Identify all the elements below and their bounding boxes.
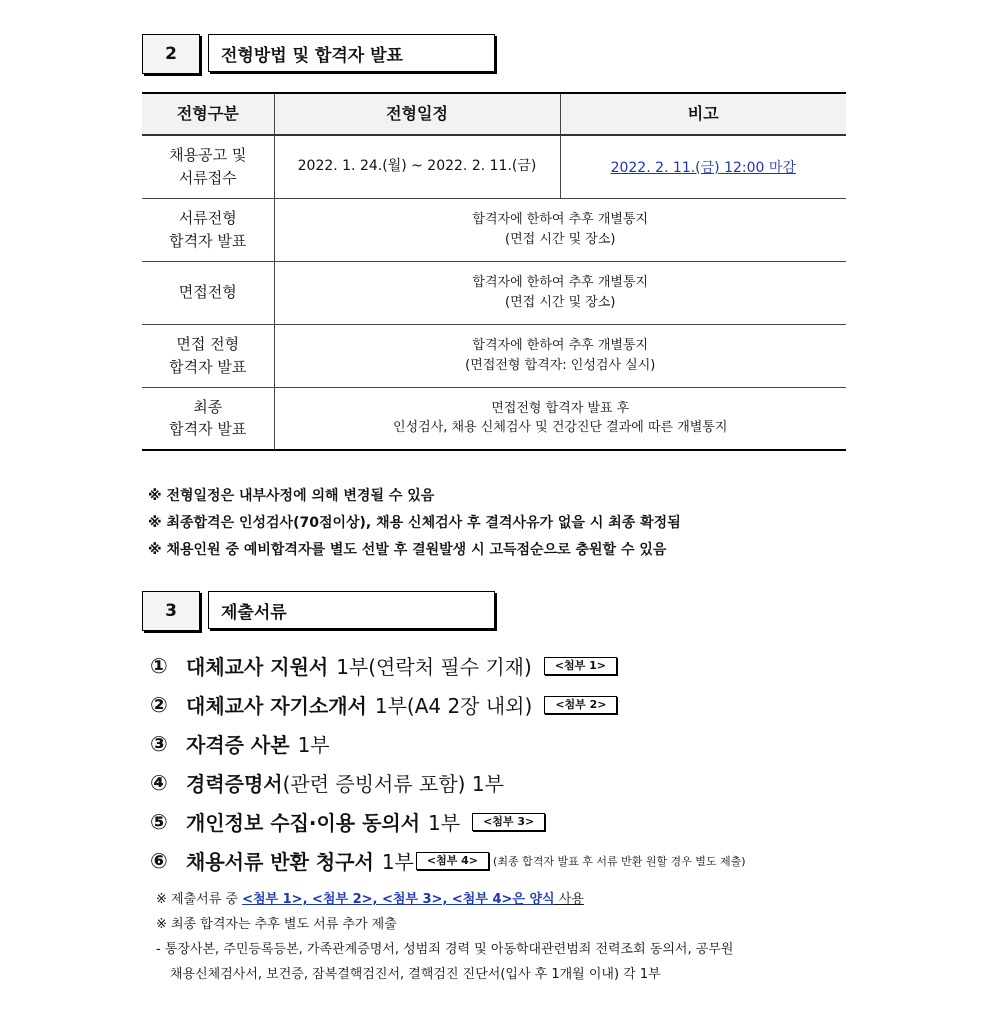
category-line: 채용공고 및 <box>169 146 247 165</box>
row-period: 2022. 1. 24.(월) ~ 2022. 2. 11.(금) <box>274 135 560 198</box>
category-line: 합격자 발표 <box>169 357 247 376</box>
description-line: 인성검사, 채용 신체검사 및 건강진단 결과에 따른 개별통지 <box>393 420 728 436</box>
row-description <box>274 261 846 324</box>
header-remarks: 비고 <box>560 93 846 135</box>
section-3-number: 3 <box>142 591 200 631</box>
section-2-number: 2 <box>142 34 200 74</box>
header-schedule: 전형일정 <box>274 93 560 135</box>
list-item <box>150 841 870 880</box>
return-note: (최종 합격자 발표 후 서류 반환 원할 경우 별도 제출) <box>493 854 746 868</box>
list-item <box>150 646 870 685</box>
description-line: 합격자에 한하여 추후 개별통지 <box>472 212 649 227</box>
document-name: 경력증명서 <box>186 772 283 796</box>
table-row <box>142 135 846 198</box>
document-qty: 1부 <box>297 733 330 757</box>
description-line: 합격자에 한하여 추후 개별통지 <box>472 275 649 290</box>
row-description <box>274 324 846 387</box>
row-description <box>274 387 846 450</box>
document-qty: 1부 <box>428 811 461 835</box>
table-header-row <box>142 93 846 135</box>
document-name: 채용서류 반환 청구서 <box>186 850 374 874</box>
row-category <box>142 324 274 387</box>
document-name: 자격증 사본 <box>186 733 290 757</box>
additional-notes <box>156 887 876 987</box>
attachment-tag: <첨부 3> <box>472 813 545 831</box>
item-number: ⑥ <box>150 848 168 873</box>
header-category: 전형구분 <box>142 93 274 135</box>
schedule-notes <box>148 483 868 564</box>
note-line: ※ 전형일정은 내부사정에 의해 변경될 수 있음 <box>148 488 435 504</box>
row-category: 면접전형 <box>142 261 274 324</box>
item-number: ③ <box>150 731 168 756</box>
table-row <box>142 387 846 450</box>
row-category <box>142 198 274 261</box>
note-prefix: ※ 제출서류 중 <box>156 892 243 907</box>
category-line: 합격자 발표 <box>169 231 247 250</box>
category-line: 합격자 발표 <box>169 420 247 439</box>
document-name: 개인정보 수집·이용 동의서 <box>186 811 421 835</box>
item-number: ① <box>150 653 168 678</box>
document-qty: (관련 증빙서류 포함) 1부 <box>282 772 504 796</box>
note-suffix: 사용 <box>554 892 584 907</box>
form-usage-note <box>156 887 876 912</box>
list-item <box>150 763 870 802</box>
list-item <box>150 724 870 763</box>
category-line: 서류전형 <box>178 209 237 227</box>
document-name: 대체교사 지원서 <box>186 655 329 679</box>
list-item <box>150 802 870 841</box>
extra-docs-list: - 통장사본, 주민등록등본, 가족관계증명서, 성범죄 경력 및 아동학대관련범죄 전력조회 동의서, 공무원 <box>156 942 734 957</box>
row-category <box>142 135 274 198</box>
table-row <box>142 198 846 261</box>
row-remarks <box>560 135 846 198</box>
description-line: (면접전형 합격자: 인성검사 실시) <box>465 357 656 373</box>
description-line: 면접전형 합격자 발표 후 <box>491 400 630 416</box>
section-3-title: 제출서류 <box>208 591 495 629</box>
description-line: (면접 시간 및 장소) <box>505 294 616 310</box>
attachment-tag: <첨부 2> <box>544 696 617 714</box>
attachment-list-highlight: <첨부 1>, <첨부 2>, <첨부 3>, <첨부 4>은 양식 <box>242 892 555 907</box>
section-2-title: 전형방법 및 합격자 발표 <box>208 34 495 72</box>
description-line: (면접 시간 및 장소) <box>505 231 616 247</box>
document-name: 대체교사 자기소개서 <box>186 694 367 718</box>
document-qty: 1부(연락처 필수 기재) <box>336 655 532 679</box>
document-qty: 1부 <box>381 850 414 874</box>
list-item <box>150 685 870 724</box>
attachment-tag: <첨부 1> <box>544 657 617 675</box>
extra-docs-list-cont: 채용신체검사서, 보건증, 잠복결핵검진서, 결핵검진 진단서(입사 후 1개월 이내) 각 1부 <box>170 967 661 982</box>
item-number: ⑤ <box>150 809 168 834</box>
documents-list <box>150 646 870 880</box>
table-row <box>142 261 846 324</box>
attachment-tag: <첨부 4> <box>416 852 489 870</box>
deadline-text: 2022. 2. 11.(금) 12:00 마감 <box>610 159 796 176</box>
category-line: 면접 전형 <box>176 335 240 353</box>
category-line: 최종 <box>193 397 223 416</box>
row-category <box>142 387 274 450</box>
schedule-table <box>142 92 846 451</box>
extra-docs-note: ※ 최종 합격자는 추후 별도 서류 추가 제출 <box>156 917 397 932</box>
item-number: ② <box>150 692 168 717</box>
row-description <box>274 198 846 261</box>
description-line: 합격자에 한하여 추후 개별통지 <box>472 338 649 353</box>
category-line: 서류접수 <box>178 168 237 187</box>
note-line: ※ 채용인원 중 예비합격자를 별도 선발 후 결원발생 시 고득점순으로 충원할 수 있음 <box>148 542 667 558</box>
table-row <box>142 324 846 387</box>
note-line: ※ 최종합격은 인성검사(70점이상), 채용 신체검사 후 결격사유가 없을 시 최종 확정됨 <box>148 515 681 531</box>
item-number: ④ <box>150 770 168 795</box>
document-qty: 1부(A4 2장 내외) <box>374 694 533 718</box>
